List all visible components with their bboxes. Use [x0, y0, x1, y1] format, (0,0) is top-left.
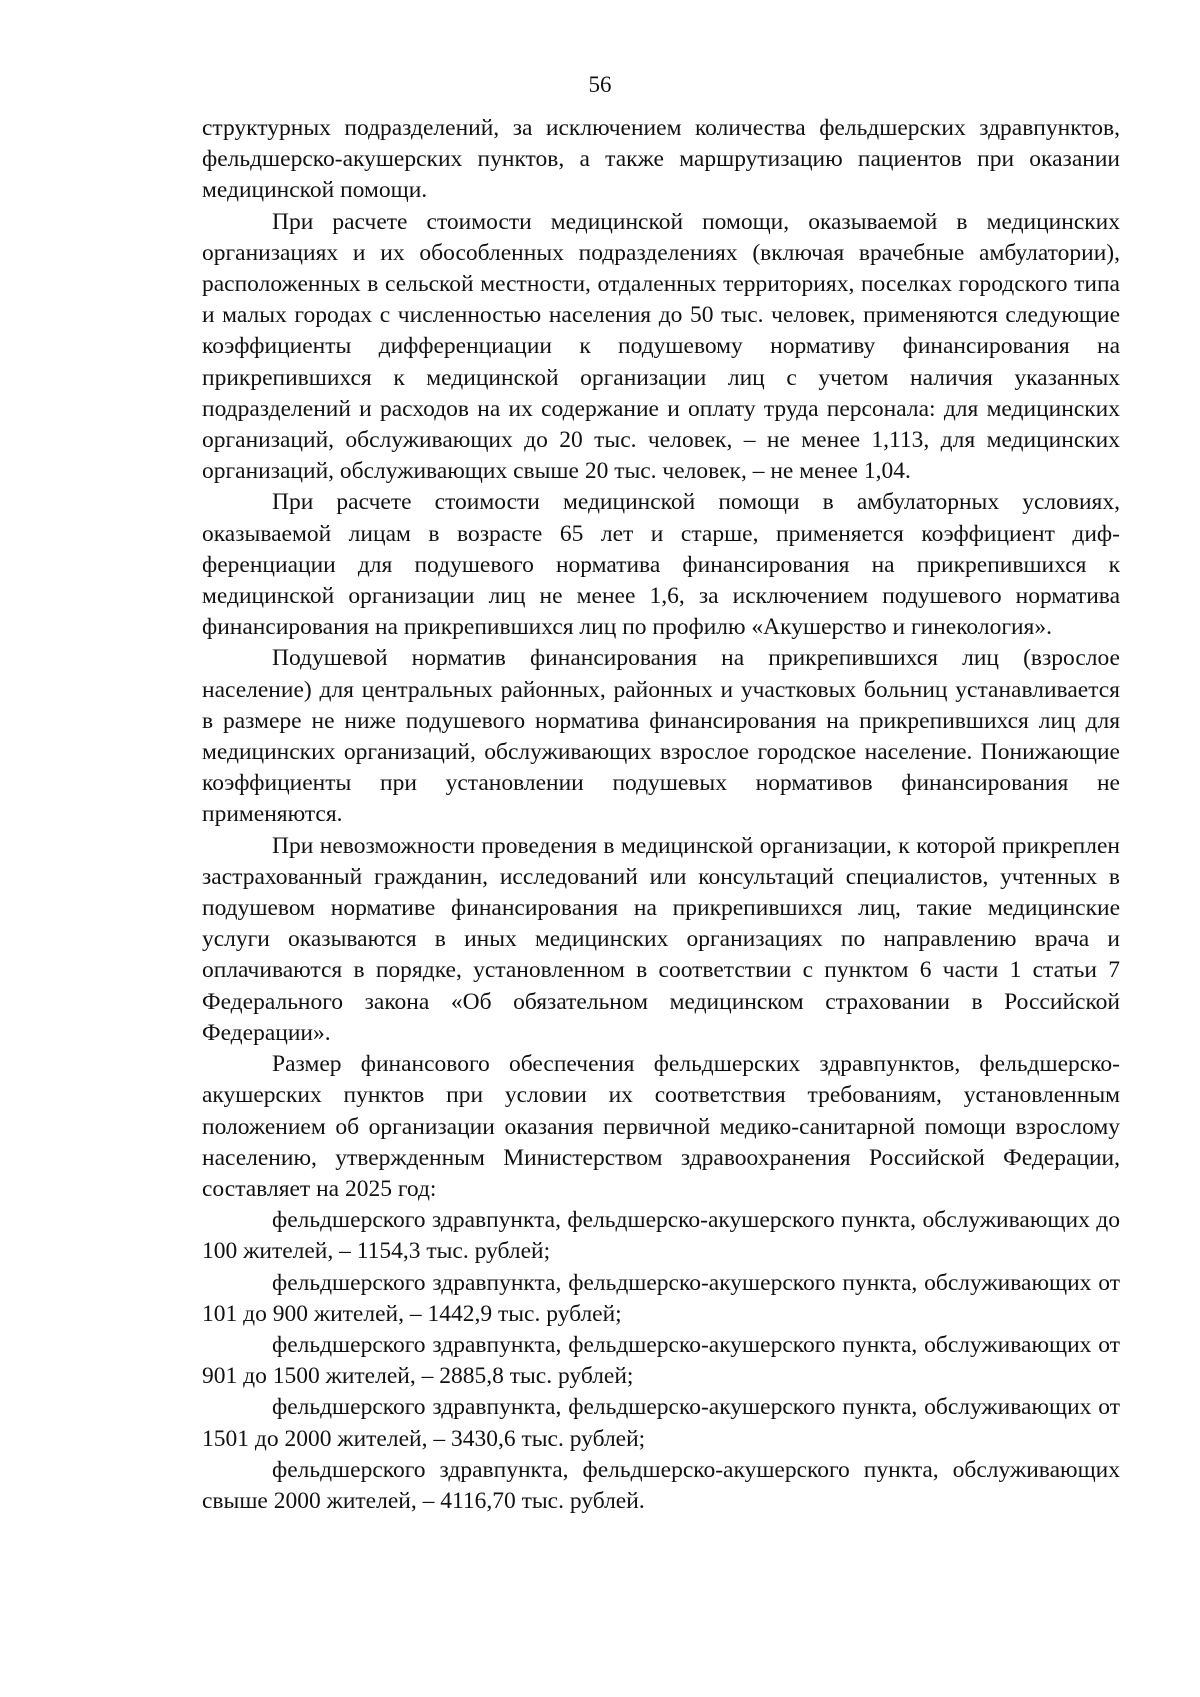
list-item-101-900: фельдшерского здравпункта, фельдшерско-акушерского пункта, обслуживающих от 101 до 900 жителей, – 1442,9 тыс. рублей; — [202, 1269, 1120, 1327]
list-item-over-2000: фельдшерского здравпункта, фельдшерско-акушерского пункта, обслуживающих свыше 2000 жителей, – 4116,70 тыс. рублей. — [202, 1456, 1120, 1514]
page-number: 56 — [588, 72, 612, 97]
paragraph-per-capita-standard: Подушевой норматив финансирования на прикрепившихся лиц (взрослое население) для центральных районных, районных и участковых больниц устанавливается в размере не ниже подушевого норматива финансирования на прикрепившихся лиц для медицинских организаций, обслуживающих взрослое городское население. Понижающие коэффициенты при установлении подушевых нормативов финансирования не применяются. — [202, 645, 1120, 828]
paragraph-referral-services: При невозможности проведения в медицинской организации, к которой прикреплен застрахованный гражданин, исследований или консультаций специалистов, учтенных в подушевом нормативе финансирования на прикрепившихся лиц, такие медицинские услуги оказываются в иных медицинских организациях по направлению врача и оплачиваются в порядке, установленном в соответствии с пунктом 6 части 1 статьи 7 Федерального закона «Об обязательном медицинском страховании в Российской Федерации». — [202, 832, 1120, 1046]
list-item-901-1500: фельдшерского здравпункта, фельдшерско-акушерского пункта, обслуживающих от 901 до 1500 жителей, – 2885,8 тыс. рублей; — [202, 1331, 1120, 1390]
document-body — [202, 113, 1120, 1517]
paragraph-elderly-coefficient: При расчете стоимости медицинской помощи в амбулаторных условиях, оказываемой лицам в возрасте 65 лет и старше, применяется коэффициент дифференциации для подушевого норматива финансирования на прикрепившихся к медицинской организации лиц не менее 1,6, за исключением подушевого норматива финансирования на прикрепившихся лиц по профилю «Акушерство и гинекология». — [202, 489, 1120, 641]
paragraph-continuation: структурных подразделений, за исключением количества фельдшерских здравпунктов, фельдшерско-акушерских пунктов, а также маршрутизацию пациентов при оказании медицинской помощи. — [202, 115, 1120, 204]
list-item-1501-2000: фельдшерского здравпункта, фельдшерско-акушерского пункта, обслуживающих от 1501 до 2000 жителей, – 3430,6 тыс. рублей; — [202, 1394, 1120, 1452]
list-item-up-to-100: фельдшерского здравпункта, фельдшерско-акушерского пункта, обслуживающих до 100 жителей, – 1154,3 тыс. рублей; — [202, 1207, 1120, 1265]
paragraph-rural-coefficients: При расчете стоимости медицинской помощи, оказываемой в медицинских организациях и их обособленных подразделениях (включая врачебные амбулатории), расположенных в сельской местности, отдаленных территориях, поселках городского типа и малых городах с численностью населения до 50 тыс. человек, применяются следующие коэффициенты дифференциации к подушевому нормативу финансирования на прикрепившихся к медицинской организации лиц с учетом наличия указанных подразделений и расходов на их содержание и оплату труда персонала: для медицинских организаций, обслуживающих до 20 тыс. человек, – не менее 1,113, для медицинских организаций, обслуживающих свыше 20 тыс. человек, – не менее 1,04. — [202, 208, 1120, 485]
paragraph-financing-size: Размер финансового обеспечения фельдшерских здравпунктов, фельдшерско-акушерских пунктов при условии их соответствия требованиям, установленным положением об организации оказания первичной медико-санитарной помощи взрослому населению, утвержденным Министерством здравоохранения Российской Федерации, составляет на 2025 год: — [202, 1051, 1120, 1202]
